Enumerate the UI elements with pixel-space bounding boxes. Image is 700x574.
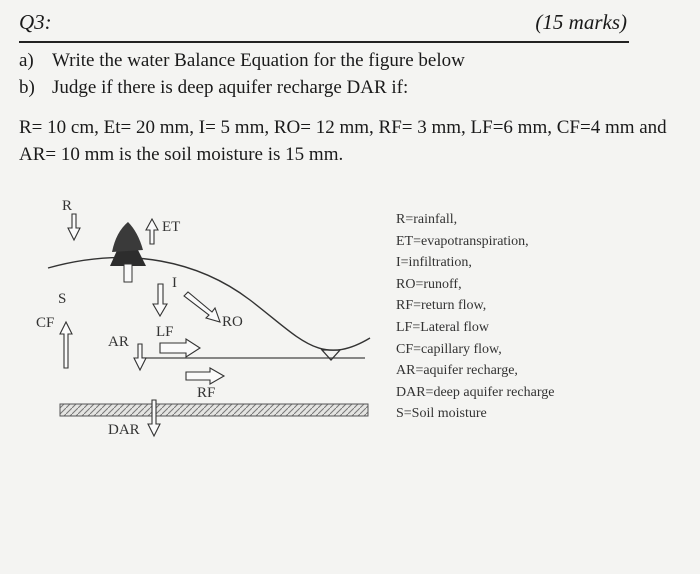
legend-item: S=Soil moisture xyxy=(396,406,487,422)
question-number: Q3: xyxy=(19,10,52,34)
legend-item: I=infiltration, xyxy=(396,255,472,271)
legend-item: RF=return flow, xyxy=(396,298,487,314)
label-rf: RF xyxy=(197,385,216,401)
rainfall-arrow xyxy=(68,214,80,240)
legend-item: DAR=deep aquifer recharge xyxy=(396,384,555,400)
given-values-line-1: R= 10 cm, Et= 20 mm, I= 5 mm, RO= 12 mm, RF= 3 mm, LF=6 mm, CF=4 mm and xyxy=(19,117,667,138)
ground-surface-curve xyxy=(48,258,370,351)
tree-icon xyxy=(110,222,146,282)
legend-item: ET=evapotranspiration, xyxy=(396,233,529,249)
impermeable-layer xyxy=(60,404,368,416)
evapotranspiration-arrow xyxy=(146,219,158,244)
label-et: ET xyxy=(162,219,181,235)
legend-item: LF=Lateral flow xyxy=(396,319,490,335)
legend-item: AR=aquifer recharge, xyxy=(396,363,518,379)
header-underline xyxy=(19,41,629,43)
legend-item: R=rainfall, xyxy=(396,212,458,227)
label-cf: CF xyxy=(36,315,55,331)
label-s: S xyxy=(58,291,67,307)
legend-item: RO=runoff, xyxy=(396,276,462,292)
label-r: R xyxy=(62,198,73,214)
diagram-legend xyxy=(396,209,554,425)
marks-label: (15 marks) xyxy=(535,10,627,34)
label-dar: DAR xyxy=(108,422,140,438)
infiltration-arrow xyxy=(153,284,167,316)
capillary-flow-arrow xyxy=(60,322,72,368)
label-lf: LF xyxy=(156,324,174,340)
question-part-b xyxy=(19,77,408,99)
given-values-line-2: AR= 10 mm is the soil moisture is 15 mm. xyxy=(19,144,344,165)
runoff-arrow xyxy=(184,292,220,322)
lateral-flow-arrow xyxy=(160,339,200,357)
label-i: I xyxy=(172,275,177,291)
aquifer-recharge-arrow xyxy=(134,344,146,370)
water-balance-diagram xyxy=(0,190,700,450)
label-ro: RO xyxy=(222,314,243,330)
part-a-text: Write the water Balance Equation for the figure below xyxy=(52,50,465,71)
part-a-label: a) xyxy=(19,50,34,71)
part-b-text: Judge if there is deep aquifer recharge DAR if: xyxy=(52,77,409,98)
legend-item: CF=capillary flow, xyxy=(396,341,502,357)
part-b-label: b) xyxy=(19,77,35,98)
question-part-a xyxy=(19,50,465,72)
label-ar: AR xyxy=(108,334,129,350)
return-flow-arrow xyxy=(186,368,224,384)
